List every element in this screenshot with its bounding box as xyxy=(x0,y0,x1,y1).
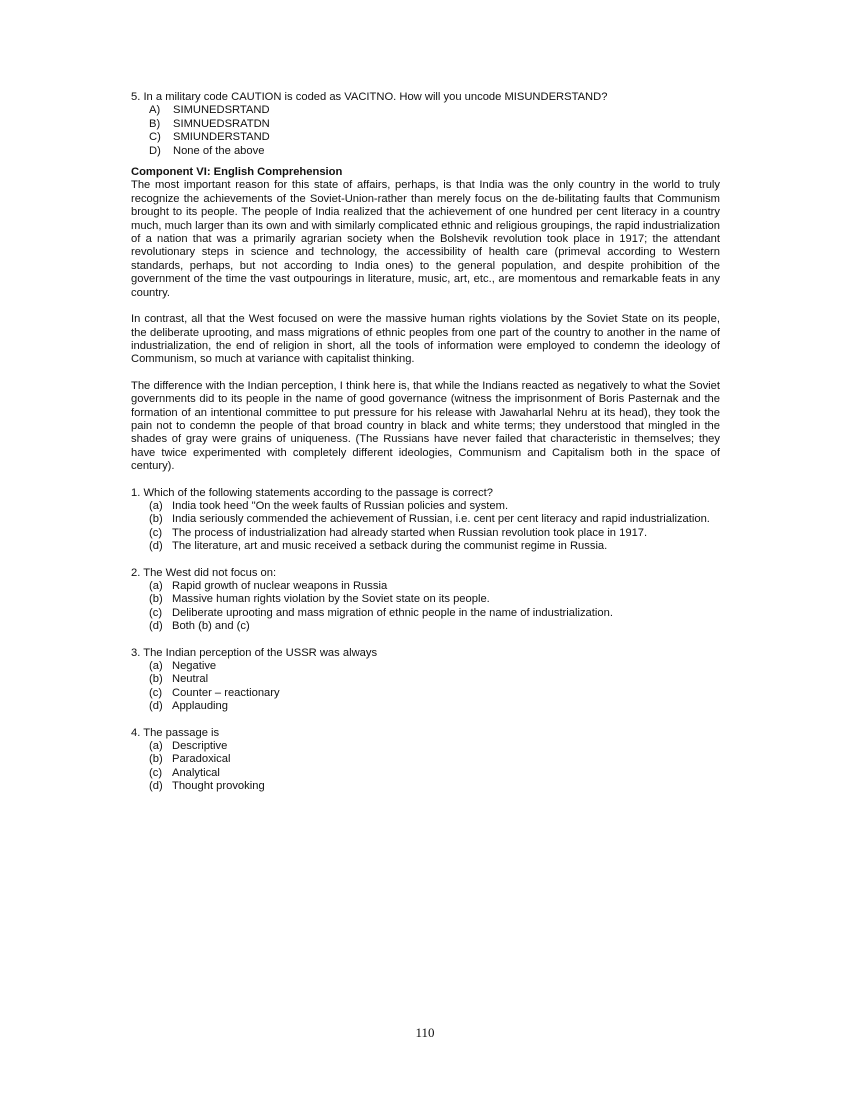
question-3-options xyxy=(131,660,720,714)
option-text: None of the above xyxy=(173,144,265,157)
option-item xyxy=(131,620,720,633)
option-item xyxy=(131,593,720,606)
question-3-text: 3. The Indian perception of the USSR was always xyxy=(131,646,378,659)
option-item xyxy=(131,513,720,526)
option-text: India seriously commended the achievement of Russian, i.e. cent per cent literacy and rapid industrialization. xyxy=(172,513,710,526)
option-label: (b) xyxy=(149,513,163,526)
option-text: Thought provoking xyxy=(172,780,265,793)
passage-paragraph: The most important reason for this state of affairs, perhaps, is that India was the only country in the world to truly recognize the achievements of the Soviet-Union-rather than merely focus on the de-bilitating faults that Communism brought to its people. The people of India realized that the achievement of one hundred per cent literacy in a country much, much larger than its own and with similarly complicated ethnic and religious groupings, the rapid industrialization of a nation that was a primarily agrarian society when the Bolshevik revolution took place in 1917; the attendant revolutionary steps in science and technology, the accessibility of health care (primeval according to Western standards, perhaps, but not according to India ones) to the general population, and despite prohibition of the government of the time the vast outpourings in literature, music, art, etc., are momentous and remarkable feats in any country. xyxy=(131,179,720,299)
section-heading: Component VI: English Comprehension xyxy=(131,166,343,179)
option-label: (c) xyxy=(149,526,163,539)
option-text: Deliberate uprooting and mass migration of ethnic people in the name of industrialization. xyxy=(172,606,613,619)
option-text: SMIUNDERSTAND xyxy=(173,131,270,144)
question-2-options xyxy=(131,580,720,634)
question-2-text: 2. The West did not focus on: xyxy=(131,566,277,579)
option-item xyxy=(131,780,720,793)
question-1-options xyxy=(131,500,720,554)
option-text: Rapid growth of nuclear weapons in Russia xyxy=(172,580,388,592)
option-label: (a) xyxy=(149,580,163,592)
option-text: Descriptive xyxy=(172,740,228,753)
option-label: B) xyxy=(149,117,161,130)
option-item xyxy=(131,767,720,780)
option-text: The process of industrialization had already started when Russian revolution took place in 1917. xyxy=(172,526,648,539)
option-item xyxy=(131,673,720,686)
question-5-text: 5. In a military code CAUTION is coded as VACITNO. How will you uncode MISUNDERSTAND? xyxy=(131,91,608,103)
option-item xyxy=(131,580,720,593)
option-item xyxy=(131,131,720,144)
option-label: (a) xyxy=(149,740,163,753)
option-label: (d) xyxy=(149,540,163,553)
option-text: Analytical xyxy=(172,766,220,779)
option-text: The literature, art and music received a setback during the communist regime in Russia. xyxy=(172,540,608,553)
option-item xyxy=(131,145,720,158)
option-label: (d) xyxy=(149,700,163,713)
option-label: D) xyxy=(149,144,161,157)
option-label: (a) xyxy=(149,660,163,673)
page-number: 110 xyxy=(415,1025,435,1040)
option-item xyxy=(131,607,720,620)
option-label: (c) xyxy=(149,766,163,779)
option-label: (a) xyxy=(149,499,163,512)
option-text: Neutral xyxy=(172,673,209,686)
option-text: Negative xyxy=(172,660,217,673)
option-item xyxy=(131,527,720,540)
option-text: Paradoxical xyxy=(172,753,231,766)
option-item xyxy=(131,687,720,700)
option-label: (b) xyxy=(149,753,163,766)
question-5-options xyxy=(131,104,720,158)
question-4-text: 4. The passage is xyxy=(131,726,220,739)
option-label: (d) xyxy=(149,780,163,793)
option-item xyxy=(131,660,720,673)
option-label: (b) xyxy=(149,673,163,686)
option-item xyxy=(131,500,720,513)
option-item xyxy=(131,753,720,766)
passage-paragraph: The difference with the Indian perception, I think here is, that while the Indians reacted as negatively to what the Soviet governments did to its people in the name of good governance (witness the imprisonment of Boris Pasternak and the formation of an intentional committee to put pressure for his release with Jawaharlal Nehru at its head), they took the pain not to condemn the people of that broad country in black and white terms; they understood that mingled in the shades of gray were grains of uniqueness. (The Russians have never failed that characteristic in themselves; they have twice experimented with completely different ideologies, Communism and Capitalism both in the space of century). xyxy=(131,379,720,473)
option-label: (d) xyxy=(149,620,163,633)
option-text: SIMUNEDSRTAND xyxy=(173,104,270,117)
passage-paragraph: In contrast, all that the West focused on were the massive human rights violations by the Soviet State on its people, the deliberate uprooting, and mass migrations of ethnic peoples from one part of the country to another in the name of industrialization, the end of religion in short, all the tools of information were employed to condemn the ideology of Communism, so much at variance with capitalist thinking. xyxy=(131,313,720,366)
document-page xyxy=(131,91,720,807)
option-label: C) xyxy=(149,131,161,144)
option-label: (c) xyxy=(149,686,163,699)
option-label: (b) xyxy=(149,593,163,606)
option-text: Massive human rights violation by the Soviet state on its people. xyxy=(172,593,490,606)
option-text: Both (b) and (c) xyxy=(172,620,250,633)
option-item xyxy=(131,740,720,753)
option-text: SIMNUEDSRATDN xyxy=(173,117,270,130)
option-item xyxy=(131,118,720,131)
option-item xyxy=(131,700,720,713)
option-item xyxy=(131,540,720,553)
option-label: A) xyxy=(149,104,161,117)
option-item xyxy=(131,104,720,117)
question-4-options xyxy=(131,740,720,794)
option-text: Counter – reactionary xyxy=(172,686,280,699)
option-label: (c) xyxy=(149,606,163,619)
option-text: Applauding xyxy=(172,700,228,713)
option-text: India took heed "On the week faults of Russian policies and system. xyxy=(172,499,509,512)
question-1-text: 1. Which of the following statements according to the passage is correct? xyxy=(131,486,493,499)
